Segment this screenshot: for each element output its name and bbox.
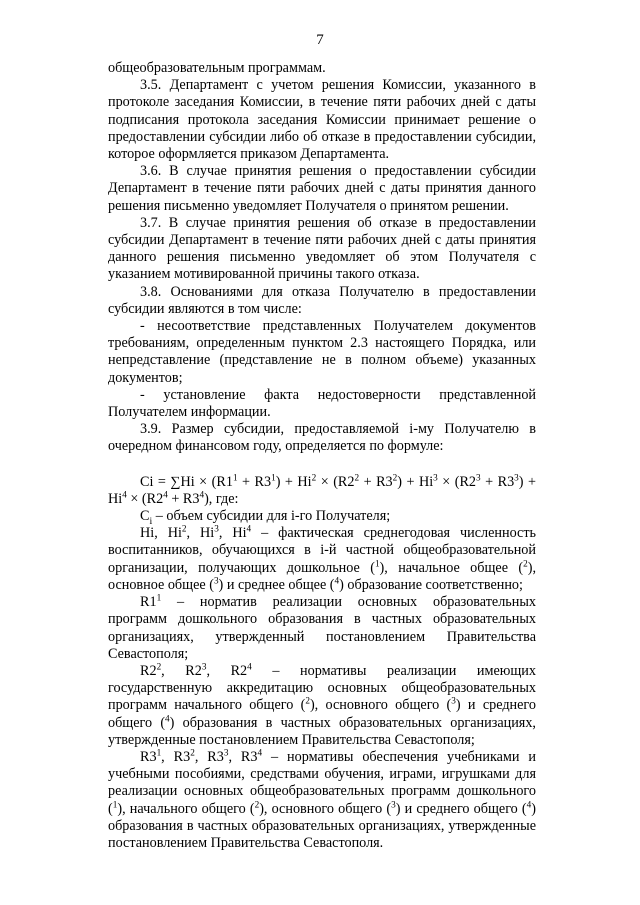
list-item-3-8-a: - несоответствие представленных Получателем документов требованиям, определенным пунктом 2.3 настоящего Порядка, или непредставление (представление не в полном объеме) указанных документов; [108, 318, 536, 386]
list-item-3-8-b: - установление факта недостоверности представленной Получателем информации. [108, 386, 536, 421]
paragraph-3-6: 3.6. В случае принятия решения о предоставлении субсидии Департамент в течение пяти рабочих дней с даты принятия данного решения письменно уведомляет Получателя о принятом решении. [108, 163, 536, 214]
paragraph-3-8: 3.8. Основаниями для отказа Получателю в предоставлении субсидии являются в том числе: [108, 283, 536, 317]
paragraph-continuation: общеобразовательным программам. [108, 60, 326, 76]
definition-r3: $R3^1$, $R3^2$, $R3^3$, $R3^4$ – нормативы обеспечения учебниками и учебными пособиями, средствами обучения, играми, игрушками для реализации основных общеобразовательных программ дошкольного ($^1$), начального общего ($^2$), основного общего ($^3$) и среднего общего ($^4$) образования в частных образовательных организациях, утвержденные постановлением Правительства Севастополя. [108, 747, 536, 851]
definition-hi: Hi, Hi$^2$, Hi$^3$, Hi$^4$ – фактическая среднегодовая численность воспитанников, обучающихся в i-й частной общеобразовательной организации, получающих дошкольное ($^1$), начальное общее ($^2$), основное общее ($^3$) и среднее общее ($^4$) образование соответственно; [108, 523, 537, 593]
definition-r2: $R2^2$, $R2^3$, $R2^4$ – нормативы реализации имеющих государственную аккредитацию основных общеобразовательных программ начального общего ($^2$), основного общего ($^3$) и среднего общего ($^4$) образования в частных образовательных организациях, утвержденные постановлением Правительства Севастополя; [108, 661, 536, 748]
paragraph-3-7: 3.7. В случае принятия решения об отказе в предоставлении субсидии Департамент в течение пяти рабочих дней с даты принятия данного решения письменно уведомляет об этом Получателя с указанием мотивированной причины такого отказа. [108, 214, 536, 283]
definition-ci: $C_i$ – объем субсидии для i-го Получателя; [140, 508, 391, 527]
page-number: 7 [316, 32, 324, 48]
formula: $Ci = \sum Hi \times (R1^1 + R3^1) + Hi^2 \times (R2^2 + R3^2) + Hi^3 \times (R2^3 + R3^3) + Hi^4 \times (R2^4 + R3^4)$, где: [108, 471, 536, 507]
definition-r1: $R1^1$ – норматив реализации основных образовательных программ дошкольного образования в частных образовательных организациях, утвержденный постановлением Правительства Севастополя; [108, 592, 536, 662]
document-body [108, 60, 536, 852]
paragraph-3-5: 3.5. Департамент с учетом решения Комиссии, указанного в протоколе заседания Комиссии, в течение пяти рабочих дней с даты подписания протокола заседания Комиссии принимает решение о предоставлении субсидии либо об отказе в предоставлении субсидии, которое оформляется приказом Департамента. [108, 77, 536, 163]
paragraph-3-9: 3.9. Размер субсидии, предоставляемой i-му Получателю в очередном финансовом году, определяется по формуле: [108, 421, 536, 455]
